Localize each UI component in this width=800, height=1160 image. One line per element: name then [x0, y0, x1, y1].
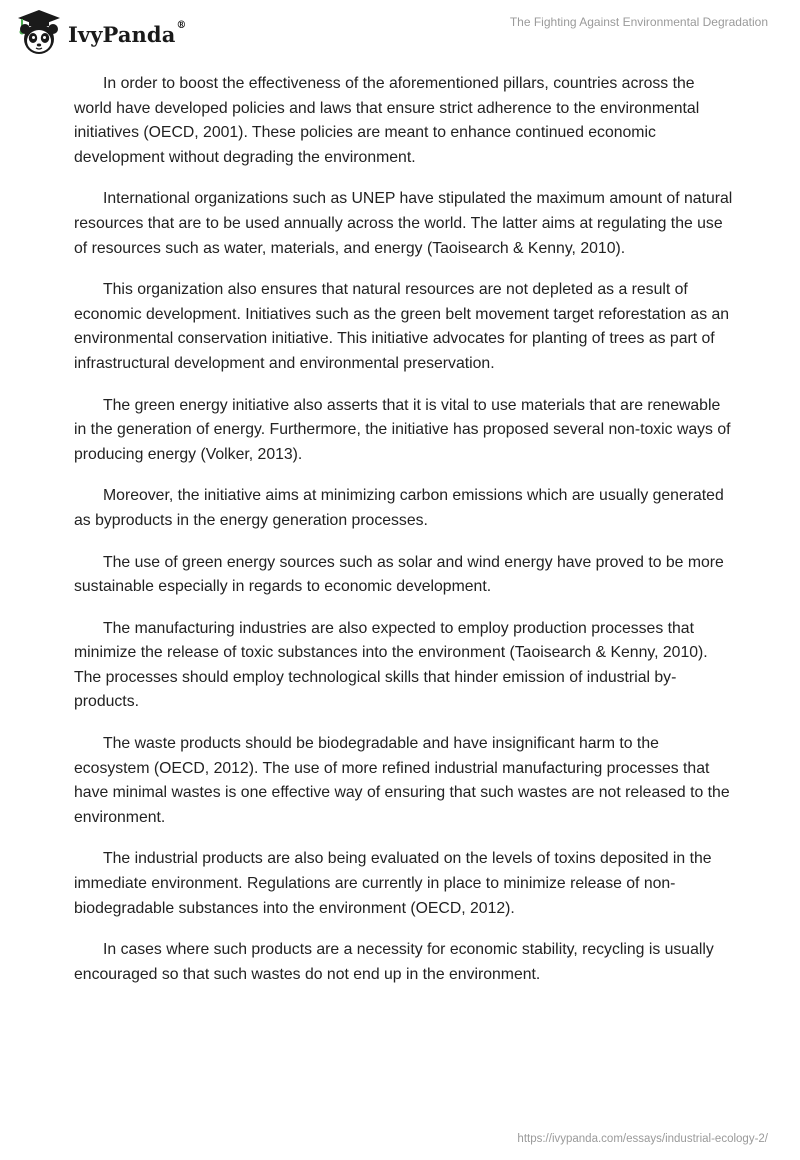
page-header — [0, 0, 800, 60]
paragraph: The waste products should be biodegradable and have insignificant harm to the ecosystem (OECD, 2012). The use of more refined industrial manufacturing processes that have minimal wastes is one effective way of ensuring that such wastes are not released to the environment. — [74, 735, 730, 826]
brand-name — [68, 19, 187, 47]
brand-logo[interactable] — [14, 8, 187, 58]
paragraph: The manufacturing industries are also expected to employ production processes that minimize the release of toxic substances into the environment (Taoisearch & Kenny, 2010). The processes should employ technological skills that hinder emission of industrial by-products. — [74, 619, 708, 711]
running-title: The Fighting Against Environmental Degradation — [509, 15, 768, 29]
brand-name-text: IvyPanda — [68, 21, 176, 47]
paragraph: In cases where such products are a necessity for economic stability, recycling is usually encouraged so that such wastes do not end up in the environment. — [74, 941, 714, 983]
paragraph: Moreover, the initiative aims at minimizing carbon emissions which are usually generated as byproducts in the energy generation processes. — [74, 487, 724, 529]
panda-graduation-cap-icon — [14, 8, 64, 58]
paragraph: International organizations such as UNEP have stipulated the maximum amount of natural resources that are to be used annually across the world. The latter aims at regulating the use of resources such as water, materials, and energy (Taoisearch & Kenny, 2010). — [74, 190, 733, 257]
paragraph: The green energy initiative also asserts that it is vital to use materials that are renewable in the generation of energy. Furthermore, the initiative has proposed several non-toxic ways of producing energy (Volker, 2013). — [74, 396, 731, 463]
paragraph: In order to boost the effectiveness of the aforementioned pillars, countries across the world have developed policies and laws that ensure strict adherence to the environmental initiatives (OECD, 2001). These policies are meant to enhance continued economic development without degrading the environment. — [74, 75, 700, 166]
registered-mark: ® — [176, 19, 187, 31]
paragraph: This organization also ensures that natural resources are not depleted as a result of economic development. Initiatives such as the green belt movement target reforestation as an environmental conservation initiative. This initiative advocates for planting of trees as part of infrastructural development and environmental preservation. — [74, 281, 730, 372]
paragraph: The use of green energy sources such as solar and wind energy have proved to be more sustainable especially in regards to economic development. — [74, 553, 724, 596]
source-url[interactable]: https://ivypanda.com/essays/industrial-ecology-2/ — [517, 1133, 768, 1145]
essay-body — [74, 72, 734, 1004]
paragraph: The industrial products are also being evaluated on the levels of toxins deposited in the immediate environment. Regulations are currently in place to minimize release of non-biodegradable substances into the environment (OECD, 2012). — [74, 850, 712, 917]
